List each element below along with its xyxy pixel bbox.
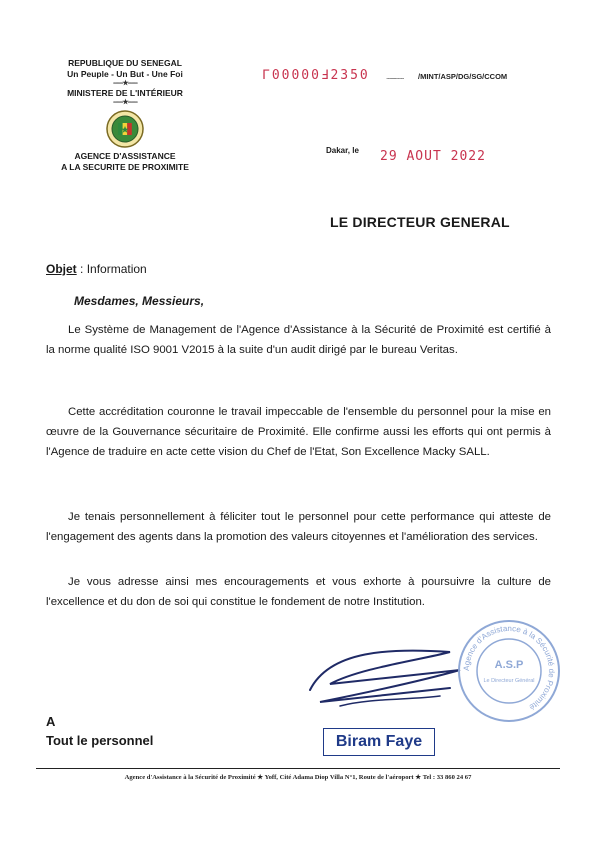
- seal-center-text: A.S.P: [494, 659, 524, 671]
- seal-inner-text: Le Directeur Général: [483, 678, 535, 684]
- signatory-name-stamp: Biram Faye: [323, 728, 435, 756]
- official-seal: [454, 616, 564, 726]
- footer-address: Agence d'Assistance à la Sécurité de Proximité ★ Yoff, Cité Adama Diop Villa N°1, Route de l'aéroport ★ Tel : 33 860 24 67: [124, 774, 472, 781]
- letterhead-separator: -------★-------: [113, 80, 137, 87]
- country-name: REPUBLIQUE DU SENEGAL: [68, 58, 182, 68]
- national-motto: Un Peuple - Un But - Une Foi: [67, 69, 183, 79]
- subject-text: Information: [86, 262, 147, 276]
- subject-colon: :: [76, 262, 87, 276]
- reference-suffix: /MINT/ASP/DG/SG/CCOM: [418, 72, 508, 81]
- letterhead-separator-2: -------★-------: [113, 99, 137, 106]
- subject-line: [46, 262, 147, 276]
- addressee: Tout le personnel: [46, 733, 154, 748]
- reference-number: Γ00000Ⅎ2350: [262, 68, 370, 83]
- ministry-name: MINISTERE DE L'INTÉRIEUR: [67, 88, 183, 98]
- paragraph-text: Je vous adresse ainsi mes encouragements et vous exhorte à poursuivre la culture de l'excellence et du don de soi qui constitue le fondement de notre Institution.: [46, 576, 551, 608]
- body-paragraph-1: [46, 320, 551, 360]
- agency-name-line2: A LA SECURITE DE PROXIMITE: [61, 162, 189, 172]
- date-label: Dakar, le: [326, 146, 359, 155]
- body-paragraph-3: [46, 507, 551, 547]
- reference-dots: ................: [386, 72, 404, 81]
- paragraph-text: Le Système de Management de l'Agence d'Assistance à la Sécurité de Proximité est certifié à la norme qualité ISO 9001 V2015 à la suite d'un audit dirigé par le bureau Veritas.: [46, 324, 551, 356]
- date-stamp: 29 AOUT 2022: [380, 149, 486, 164]
- seal-ring-text: Agence d'Assistance à la Sécurité de Proximité: [461, 623, 557, 712]
- signature-scribble: [300, 640, 470, 720]
- body-paragraph-2: [46, 402, 551, 462]
- body-paragraph-4: [46, 572, 551, 612]
- paragraph-text: Je tenais personnellement à féliciter tout le personnel pour cette performance qui atteste de l'engagement des agents dans la promotion des valeurs citoyennes et l'amélioration des services.: [46, 511, 551, 543]
- agency-name-line1: AGENCE D'ASSISTANCE: [74, 151, 176, 161]
- letterhead: [40, 58, 210, 173]
- subject-label: Objet: [46, 262, 77, 276]
- paragraph-text: Cette accréditation couronne le travail impeccable de l'ensemble du personnel pour la mise en œuvre de la Gouvernance sécuritaire de Proximité. Elle confirme aussi les efforts qui ont permis à l'Agence de traduire en acte cette vision du Chef de l'Etat, Son Excellence Macky SALL.: [46, 406, 551, 458]
- sender-title: LE DIRECTEUR GENERAL: [330, 214, 510, 230]
- salutation: Mesdames, Messieurs,: [74, 294, 205, 308]
- addressee-prefix: A: [46, 714, 56, 729]
- agency-emblem-icon: [105, 109, 145, 149]
- footer-divider: [36, 768, 560, 769]
